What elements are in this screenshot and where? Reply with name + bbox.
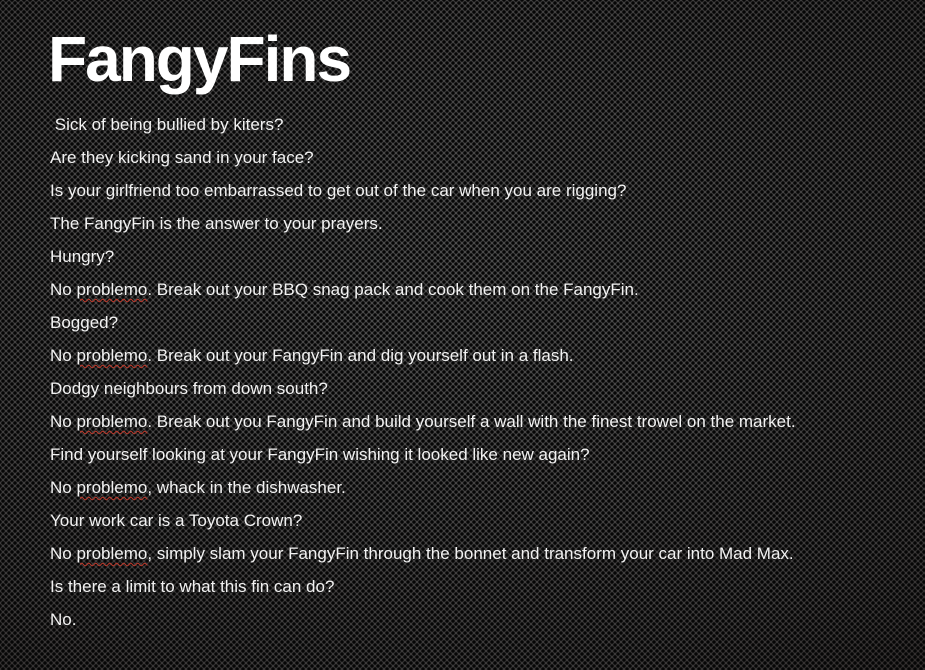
text-line bbox=[50, 537, 885, 570]
text-line bbox=[50, 570, 885, 603]
text-line bbox=[50, 240, 885, 273]
text-segment: The FangyFin is the answer to your prayers. bbox=[50, 214, 383, 233]
text-line bbox=[50, 603, 885, 636]
text-segment: . Break out your FangyFin and dig yourself out in a flash. bbox=[147, 346, 574, 365]
text-segment: Is your girlfriend too embarrassed to get out of the car when you are rigging? bbox=[50, 181, 627, 200]
text-segment: Sick of being bullied by kiters? bbox=[50, 115, 284, 134]
text-segment: No bbox=[50, 346, 77, 365]
misspelled-word: problemo bbox=[76, 478, 148, 497]
text-segment: , whack in the dishwasher. bbox=[147, 478, 346, 497]
misspelled-word: problemo bbox=[76, 280, 148, 299]
text-segment: No. bbox=[50, 610, 77, 629]
body-text bbox=[50, 108, 885, 636]
text-segment: . Break out your BBQ snag pack and cook them on the FangyFin. bbox=[147, 280, 639, 299]
text-line bbox=[50, 339, 885, 372]
text-segment: Dodgy neighbours from down south? bbox=[50, 379, 328, 398]
text-line bbox=[50, 174, 885, 207]
page-title: FangyFins bbox=[48, 23, 351, 95]
misspelled-word: problemo bbox=[76, 544, 148, 563]
misspelled-word: problemo bbox=[76, 346, 148, 365]
text-segment: No bbox=[50, 280, 77, 299]
text-segment: Bogged? bbox=[50, 313, 119, 332]
text-line bbox=[50, 504, 885, 537]
text-segment: , simply slam your FangyFin through the bonnet and transform your car into Mad Max. bbox=[147, 544, 794, 563]
text-line bbox=[50, 141, 885, 174]
text-line bbox=[50, 471, 885, 504]
text-line bbox=[50, 108, 885, 141]
text-segment: Your work car is a Toyota Crown? bbox=[50, 511, 303, 530]
text-segment: No bbox=[50, 412, 77, 431]
text-segment: Find yourself looking at your FangyFin wishing it looked like new again? bbox=[50, 445, 590, 464]
text-segment: Is there a limit to what this fin can do? bbox=[50, 577, 335, 596]
text-line bbox=[50, 438, 885, 471]
text-segment: No bbox=[50, 544, 77, 563]
text-line bbox=[50, 207, 885, 240]
text-segment: . Break out you FangyFin and build yourself a wall with the finest trowel on the market. bbox=[147, 412, 796, 431]
text-segment: Hungry? bbox=[50, 247, 115, 266]
text-segment: Are they kicking sand in your face? bbox=[50, 148, 314, 167]
misspelled-word: problemo bbox=[76, 412, 148, 431]
text-line bbox=[50, 273, 885, 306]
text-line bbox=[50, 372, 885, 405]
text-line bbox=[50, 405, 885, 438]
text-segment: No bbox=[50, 478, 77, 497]
text-line bbox=[50, 306, 885, 339]
